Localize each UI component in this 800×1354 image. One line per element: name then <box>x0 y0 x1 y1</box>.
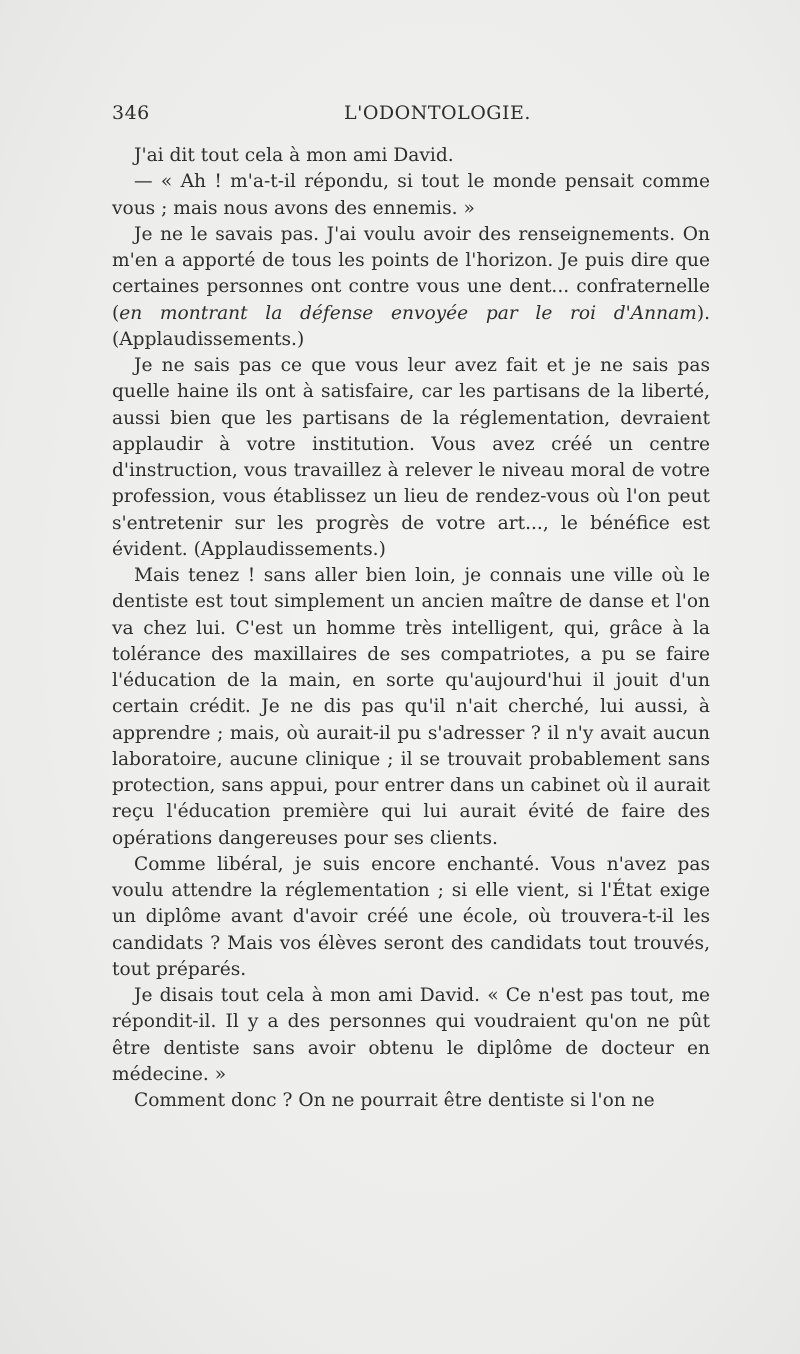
running-head <box>112 102 712 132</box>
body-text <box>112 143 710 1114</box>
paragraph: Comment donc ? On ne pourrait être dentiste si l'on ne <box>134 1090 655 1111</box>
paragraph: Comme libéral, je suis encore enchanté. Vous n'avez pas voulu attendre la réglementation ; si elle vient, si l'État exige un diplôme avant d'avoir créé une école, où trouvera-t-il les candidats ? Mais vos élèves seront des candidats tout trouvés, tout préparés. <box>112 853 710 980</box>
page-number: 346 <box>112 102 150 124</box>
paragraph <box>112 222 710 353</box>
running-title: L'ODONTOLOGIE. <box>344 102 531 124</box>
stage-direction: en montrant la défense envoyée par le roi d'Annam <box>119 302 697 324</box>
paragraph: Je disais tout cela à mon ami David. « Ce n'est pas tout, me répondit-il. Il y a des personnes qui voudraient qu'on ne pût être dentiste sans avoir obtenu le diplôme de docteur en médecine. » <box>112 985 710 1085</box>
paragraph: J'ai dit tout cela à mon ami David. <box>134 145 454 166</box>
paragraph: — « Ah ! m'a-t-il répondu, si tout le monde pensait comme vous ; mais nous avons des ennemis. » <box>112 171 710 219</box>
paragraph-text: ). (Applaudissements.) <box>112 302 710 350</box>
paragraph-text: Je ne le savais pas. J'ai voulu avoir des renseignements. On m'en a apporté de tous les points de l'horizon. Je puis dire que certaines personnes ont contre vous une dent... confraternelle ( <box>112 223 710 324</box>
paragraph: Je ne sais pas ce que vous leur avez fait et je ne sais pas quelle haine ils ont à satisfaire, car les partisans de la liberté, aussi bien que les partisans de la réglementation, devraient applaudir à votre institution. Vous avez créé un centre d'instruction, vous travaillez à relever le niveau moral de votre profession, vous établissez un lieu de rendez-vous où l'on peut s'entretenir sur les progrès de votre art..., le bénéfice est évident. (Applaudissements.) <box>112 355 710 560</box>
paragraph: Mais tenez ! sans aller bien loin, je connais une ville où le dentiste est tout simplement un ancien maître de danse et l'on va chez lui. C'est un homme très intelligent, qui, grâce à la tolérance des maxillaires de ses compatriotes, a pu se faire l'éducation de la main, en sorte qu'aujourd'hui il jouit d'un certain crédit. Je ne dis pas qu'il n'ait cherché, lui aussi, à apprendre ; mais, où aurait-il pu s'adresser ? il n'y avait aucun laboratoire, aucune clinique ; il se trouvait probablement sans protection, sans appui, pour entrer dans un cabinet où il aurait reçu l'éducation première qui lui aurait évité de faire des opérations dangereuses pour ses clients. <box>112 565 710 849</box>
